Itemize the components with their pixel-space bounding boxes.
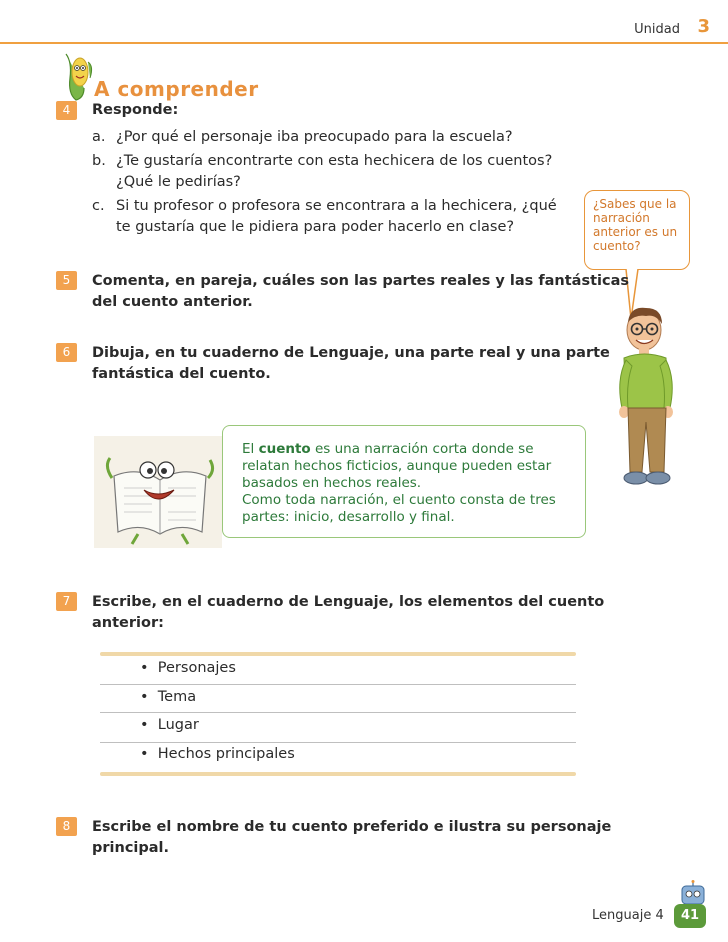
footer-book-title: Lenguaje 4 (592, 908, 664, 923)
list-divider (100, 772, 576, 776)
definition-line (242, 441, 582, 458)
list-item-text: Tema (157, 689, 197, 705)
question-8-prompt (92, 817, 611, 859)
list-item-text: Hechos principales (157, 746, 295, 762)
definition-line: Como toda narración, el cuento consta de tres (242, 492, 556, 508)
definition-line: partes: inicio, desarrollo y final. (242, 509, 455, 525)
prompt-line: Escribe, en el cuaderno de Lenguaje, los elementos del cuento (92, 594, 605, 610)
list-divider (100, 684, 576, 685)
list-item: • Lugar (140, 717, 199, 733)
question-number-badge: 8 (56, 817, 77, 836)
subitem-text: ¿Te gustaría encontrarte con esta hechicera de los cuentos? (116, 153, 553, 169)
subitem-b (92, 151, 557, 172)
question-6-prompt (92, 343, 610, 385)
subitem-c-cont (92, 217, 557, 238)
prompt-line: anterior: (92, 615, 164, 631)
list-item: • Tema (140, 689, 197, 705)
list-item-text: Lugar (157, 717, 199, 733)
speech-bubble (584, 190, 690, 270)
unit-label: Unidad (634, 22, 680, 37)
boy-character-icon (606, 300, 690, 492)
subitem-letter: a. (92, 129, 106, 145)
subitem-text: te gustaría que le pidiera para poder hacerlo en clase? (116, 219, 515, 235)
definition-text (242, 441, 582, 526)
question-5-prompt (92, 271, 629, 313)
prompt-line: del cuento anterior. (92, 294, 253, 310)
question-7-prompt (92, 592, 604, 634)
list-item: • Hechos principales (140, 746, 295, 762)
header-rule (0, 42, 728, 44)
list-item-text: Personajes (157, 660, 236, 676)
page-number-badge: 41 (674, 904, 706, 928)
question-number-badge: 6 (56, 343, 77, 362)
question-number-badge: 5 (56, 271, 77, 290)
subitem-text: ¿Qué le pedirías? (116, 174, 241, 190)
subitem-text: ¿Por qué el personaje iba preocupado para la escuela? (116, 129, 513, 145)
unit-number: 3 (697, 16, 710, 37)
bubble-line: cuento? (593, 239, 641, 253)
definition-line: basados en hechos reales. (242, 475, 422, 491)
bubble-line: narración (593, 211, 650, 225)
prompt-line: fantástica del cuento. (92, 366, 271, 382)
question-number-badge: 7 (56, 592, 77, 611)
open-book-character-icon (104, 440, 216, 546)
section-title: A comprender (94, 77, 259, 101)
bubble-line: anterior es un (593, 225, 678, 239)
prompt-line: Comenta, en pareja, cuáles son las partes reales y las fantásticas (92, 273, 630, 289)
definition-line: relatan hechos ficticios, aunque pueden estar (242, 458, 552, 474)
corn-mascot-icon (62, 48, 96, 104)
subitem-letter: b. (92, 153, 106, 169)
list-divider (100, 652, 576, 656)
definition-keyword: cuento (258, 441, 311, 457)
definition-suffix: es una narración corta donde se (310, 441, 534, 457)
question-4-subitems (92, 127, 557, 238)
list-divider (100, 742, 576, 743)
prompt-line: Dibuja, en tu cuaderno de Lenguaje, una parte real y una parte (92, 345, 610, 361)
list-divider (100, 712, 576, 713)
subitem-b-cont (92, 172, 557, 193)
question-number-badge: 4 (56, 101, 77, 120)
question-4-prompt: Responde: (92, 102, 179, 118)
definition-prefix: El (242, 441, 259, 457)
prompt-line: Escribe el nombre de tu cuento preferido e ilustra su personaje (92, 819, 612, 835)
prompt-line: principal. (92, 840, 170, 856)
subitem-text: Si tu profesor o profesora se encontrara a la hechicera, ¿qué (116, 198, 557, 214)
subitem-c (92, 196, 557, 217)
list-item: • Personajes (140, 660, 236, 676)
bubble-line: ¿Sabes que la (593, 197, 677, 211)
subitem-a (92, 127, 557, 148)
subitem-letter: c. (92, 198, 105, 214)
